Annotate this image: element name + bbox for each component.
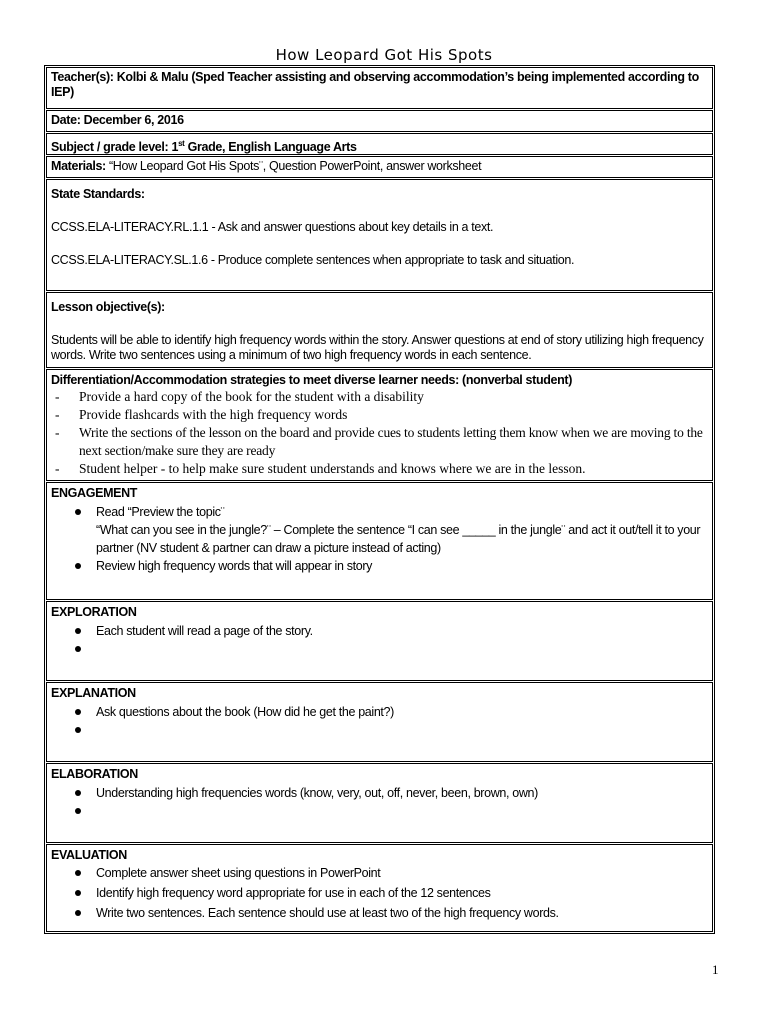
exploration-label: EXPLORATION [51,605,137,619]
bullet-icon [75,709,81,715]
list-item: - Write the sections of the lesson on the board and provide cues to students letting them know when we are moving to the next section/make sure they are ready [55,425,703,458]
list-item: Write two sentences. Each sentence should use at least two of the high frequency words. [51,903,708,923]
elaboration-list [51,784,708,820]
explanation-label: EXPLANATION [51,686,136,700]
bullet-icon [75,646,81,652]
elaboration-row [46,763,713,843]
list-item [51,802,708,820]
evaluation-list [51,863,708,923]
objectives-row [46,292,713,368]
standards-label: State Standards: [51,187,145,201]
exploration-row [46,601,713,681]
engagement-label: ENGAGEMENT [51,486,138,500]
list-item: - Provide a hard copy of the book for the student with a disability [55,389,424,404]
teacher-row [46,67,713,109]
list-item [51,640,708,658]
bullet-icon [75,628,81,634]
bullet-icon [75,563,81,569]
list-item: Understanding high frequencies words (know, very, out, off, never, been, brown, own) [51,784,708,802]
bullet-icon [75,808,81,814]
standard-item: CCSS.ELA-LITERACY.RL.1.1 - Ask and answer questions about key details in a text. [51,220,494,234]
materials-value: “How Leopard Got His Spots¨, Question PowerPoint, answer worksheet [108,159,482,173]
materials-label: Materials: [51,159,106,173]
subject-row [46,133,713,155]
elaboration-label: ELABORATION [51,767,138,781]
subject-label: Subject / grade level: [51,140,169,155]
evaluation-label: EVALUATION [51,848,127,862]
date-value: December 6, 2016 [83,113,184,127]
engagement-sub-text: “What can you see in the jungle?¨ – Complete the sentence “I can see _____ in the jungle¨ and act it out/tell it to your partner (NV student & partner can draw a picture instead of acting) [96,523,701,555]
list-item: Identify high frequency word appropriate for use in each of the 12 sentences [51,883,708,903]
materials-row [46,156,713,178]
date-row [46,110,713,132]
list-item: Review high frequency words that will appear in story [51,557,708,575]
lesson-plan-table [44,65,715,934]
differentiation-row [46,369,713,481]
standard-item: CCSS.ELA-LITERACY.SL.1.6 - Produce complete sentences when appropriate to task and situation. [51,253,575,267]
engagement-list [51,503,708,521]
list-item: Ask questions about the book (How did he get the paint?) [51,703,708,721]
differentiation-label: Differentiation/Accommodation strategies to meet diverse learner needs: (nonverbal student) [51,373,573,387]
list-item: Each student will read a page of the story. [51,622,708,640]
explanation-list [51,703,708,739]
engagement-row [46,482,713,600]
subject-grade-number: 1 [171,140,179,155]
bullet-icon [75,509,81,515]
standards-row [46,179,713,291]
exploration-list [51,622,708,658]
bullet-icon [75,910,81,916]
list-item: Complete answer sheet using questions in PowerPoint [51,863,708,883]
subject-value: Grade, English Language Arts [187,140,357,155]
differentiation-list [51,388,708,478]
bullet-icon [75,790,81,796]
subject-grade-suffix: st [178,139,185,148]
list-item: - Student helper - to help make sure student understands and knows where we are in the lesson. [55,461,586,476]
teacher-value: Kolbi & Malu (Sped Teacher assisting and observing accommodation’s being implemented according to IEP) [51,70,699,99]
teacher-label: Teacher(s): [51,70,114,84]
objectives-text: Students will be able to identify high frequency words within the story. Answer questions at end of story utilizing high frequency words. Write two sentences using a minimum of two high frequency words in each sentence. [51,333,704,362]
bullet-icon [75,890,81,896]
page-title: How Leopard Got His Spots [275,46,493,64]
date-label: Date: [51,113,81,127]
page-number: 1 [712,962,719,977]
list-item: - Provide flashcards with the high frequency words [55,407,348,422]
evaluation-row [46,844,713,932]
list-item [51,721,708,739]
bullet-icon [75,727,81,733]
list-item: Read “Preview the topic¨ [51,503,708,521]
objectives-label: Lesson objective(s): [51,300,165,314]
explanation-row [46,682,713,762]
engagement-list-2 [51,557,708,575]
bullet-icon [75,870,81,876]
